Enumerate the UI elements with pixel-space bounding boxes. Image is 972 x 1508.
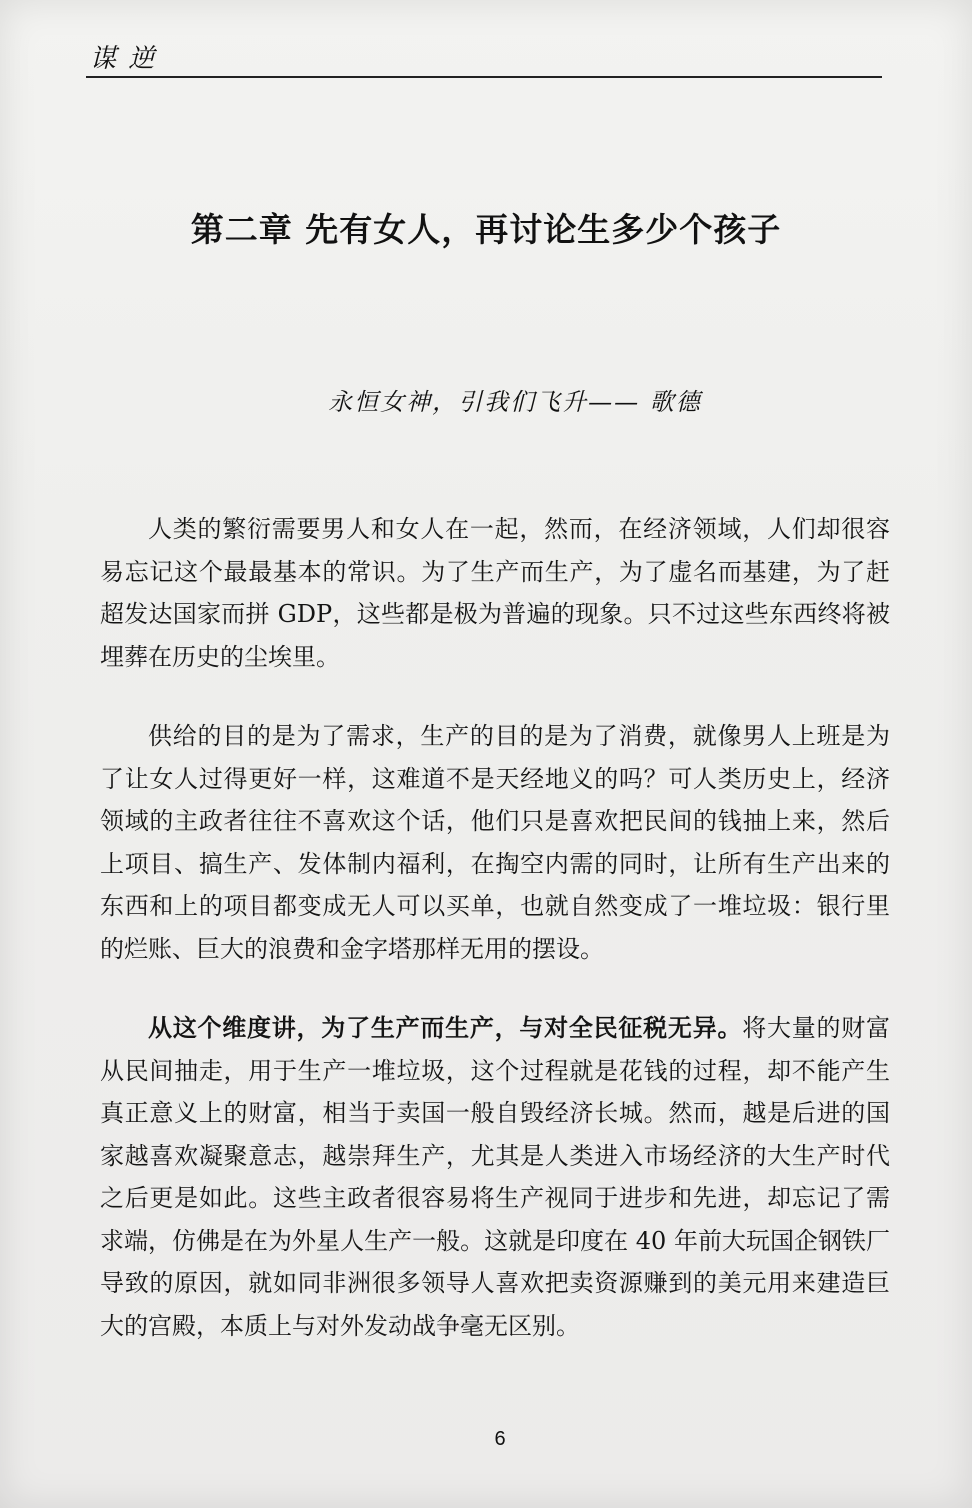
paragraph-3 [100,1007,890,1347]
running-header [86,40,882,78]
chapter-title: 第二章 先有女人，再讨论生多少个孩子 [190,210,782,249]
paragraph-3-rest: 将大量的财富从民间抽走，用于生产一堆垃圾，这个过程就是花钱的过程，却不能产生真正意义上的财富，相当于卖国一般自毁经济长城。然而，越是后进的国家越喜欢凝聚意志，越崇拜生产，尤其是人类进入市场经济的大生产时代之后更是如此。这些主政者很容易将生产视同于进步和先进，却忘记了需求端，仿佛是在为外星人生产一般。这就是印度在 40 年前大玩国企钢铁厂导致的原因，就如同非洲很多领导人喜欢把卖资源赚到的美元用来建造巨大的宫殿，本质上与对外发动战争毫无区别。 [100,1014,891,1340]
book-title: 谋 逆 [90,44,157,74]
body-text [100,508,890,1347]
paragraph-3-bold-lead: 从这个维度讲，为了生产而生产，与对全民征税无异。 [148,1014,743,1042]
paragraph-1: 人类的繁衍需要男人和女人在一起，然而，在经济领域，人们却很容易忘记这个最最基本的常识。为了生产而生产，为了虚名而基建，为了赶超发达国家而拼 GDP，这些都是极为普遍的现象。只不过这些东西终将被埋葬在历史的尘埃里。 [100,515,890,671]
epigraph-quote: 永恒女神，引我们飞升—— 歌德 [328,388,702,416]
page-number: 6 [494,1428,506,1450]
paragraph-2: 供给的目的是为了需求，生产的目的是为了消费，就像男人上班是为了让女人过得更好一样，这难道不是天经地义的吗？可人类历史上，经济领域的主政者往往不喜欢这个话，他们只是喜欢把民间的钱抽上来，然后上项目、搞生产、发体制内福利，在掏空内需的同时，让所有生产出来的东西和上的项目都变成无人可以买单，也就自然变成了一堆垃圾：银行里的烂账、巨大的浪费和金字塔那样无用的摆设。 [100,722,890,963]
